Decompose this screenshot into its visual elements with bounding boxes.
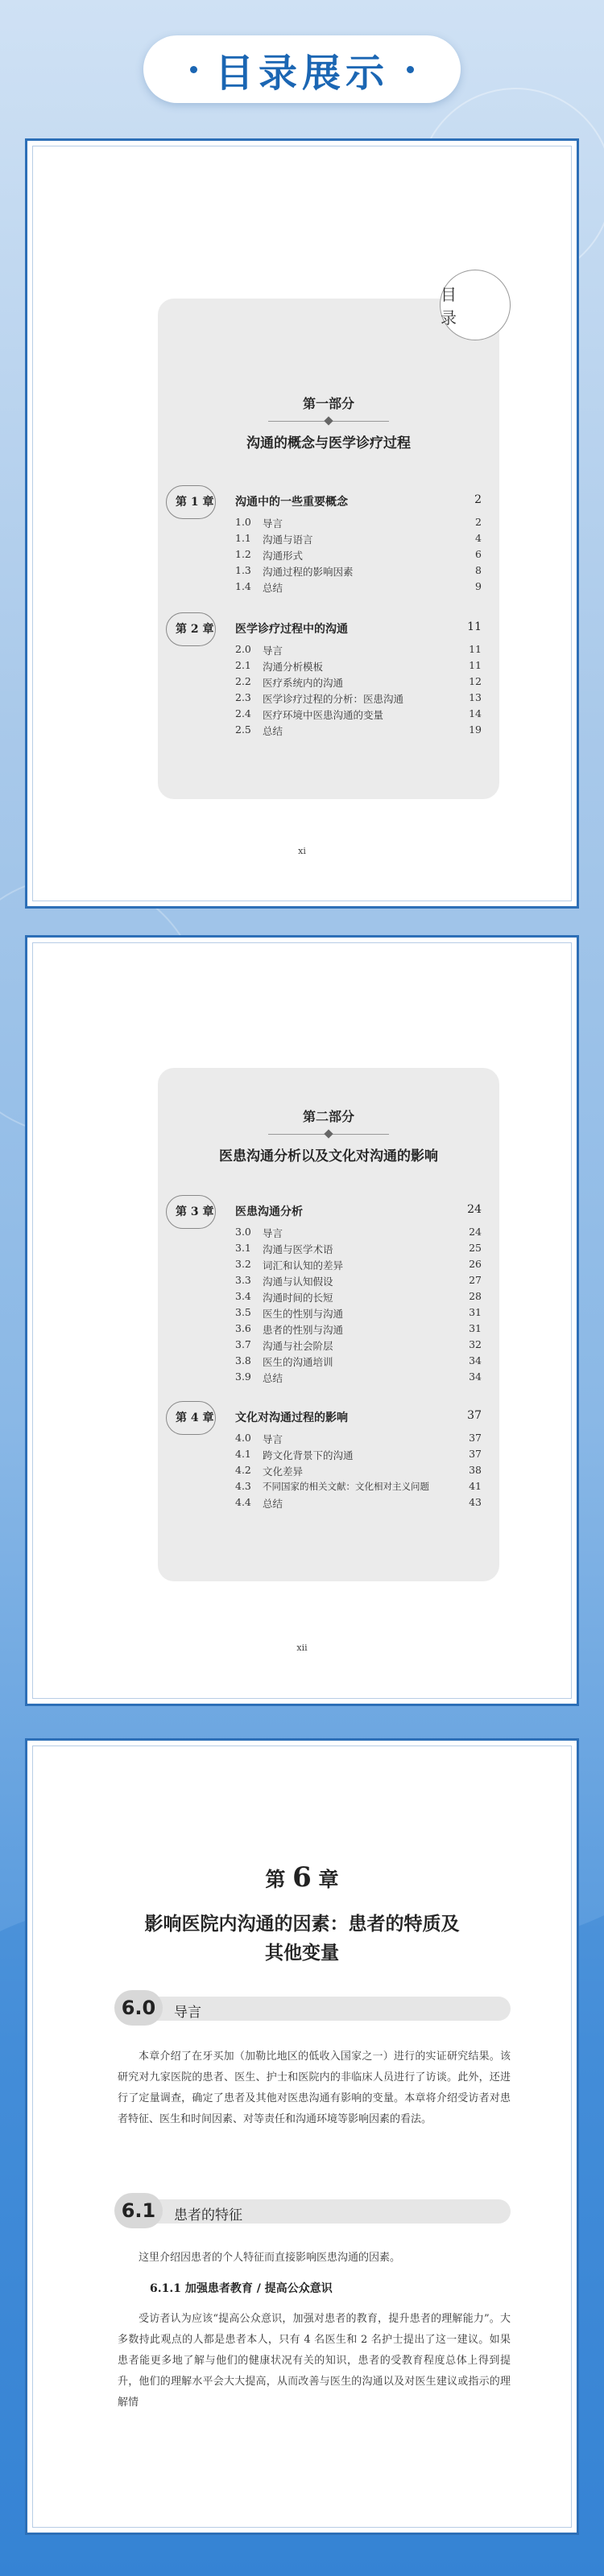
section-number: 4.3 [235, 1480, 251, 1492]
section-entry[interactable] [158, 514, 499, 530]
chapter-title-line-2: 其他变量 [265, 1942, 339, 1964]
section-title: 医疗系统内的沟通 [263, 677, 344, 689]
subsection-title: 6.1.1 加强患者教育 / 提高公众意识 [150, 2282, 333, 2295]
section-number: 1.2 [235, 548, 251, 560]
section-number: 2.1 [235, 659, 251, 671]
page-number: 8 [475, 564, 482, 576]
section-entry[interactable] [158, 657, 499, 674]
section-title: 患者的特征 [174, 2207, 242, 2224]
section-entry[interactable] [158, 563, 499, 579]
section-entry[interactable] [158, 1494, 499, 1511]
section-title: 文化差异 [263, 1465, 304, 1478]
section-entry[interactable] [158, 690, 499, 706]
page-number: 13 [469, 691, 482, 703]
chapter-block [158, 490, 499, 595]
section-entry[interactable] [158, 641, 499, 657]
page-number: 24 [467, 1203, 482, 1216]
chapter-number: 第 1 章 [176, 496, 214, 509]
page-number: 4 [475, 532, 482, 544]
page-number: 9 [475, 580, 482, 592]
section-title: 沟通与社会阶层 [263, 1340, 333, 1352]
section-title: 总结 [263, 1498, 283, 1510]
section-title: 导言 [263, 1227, 283, 1239]
page-number: 37 [469, 1448, 482, 1460]
section-entry[interactable] [158, 530, 499, 546]
section-entry[interactable] [158, 1353, 499, 1369]
section-title: 总结 [263, 1372, 283, 1384]
page-number: 38 [469, 1464, 482, 1476]
section-title: 患者的性别与沟通 [263, 1324, 344, 1336]
section-number: 4.1 [235, 1448, 251, 1460]
section-number: 3.4 [235, 1290, 251, 1302]
page-number: 34 [469, 1354, 482, 1366]
chapter-suffix: 章 [318, 1868, 339, 1891]
part-title: 沟通的概念与医学诊疗过程 [246, 435, 411, 451]
chapter-entry[interactable] [158, 1406, 499, 1430]
section-title: 医生的性别与沟通 [263, 1308, 344, 1320]
chapter-heading [27, 1861, 577, 1894]
part-label: 第二部分 [302, 1109, 354, 1124]
section-number: 3.1 [235, 1242, 251, 1254]
section-number: 3.2 [235, 1258, 251, 1270]
page-folio: xii [296, 1642, 308, 1653]
section-entry[interactable] [158, 1462, 499, 1478]
page-number: 32 [469, 1338, 482, 1350]
section-entry[interactable] [158, 546, 499, 563]
section-title: 沟通过程的影响因素 [263, 566, 354, 578]
page-number: 41 [469, 1480, 482, 1492]
section-entry[interactable] [158, 1430, 499, 1446]
chapter-title [27, 1910, 577, 1968]
section-number: 3.8 [235, 1354, 251, 1366]
section-entry[interactable] [158, 579, 499, 595]
chapter-number: 第 4 章 [176, 1412, 214, 1424]
section-heading-bar [118, 2199, 511, 2224]
section-entry[interactable] [158, 1369, 499, 1385]
section-entry[interactable] [158, 1478, 499, 1494]
body-paragraph: 本章介绍了在牙买加（加勒比地区的低收入国家之一）进行的实证研究结果。该研究对九家医院的患者、医生、护士和医院内的非临床人员进行了访谈。此外，还进行了定量调查，确定了患者及其他对医患沟通有影响的变量。本章将介绍受访者对患者特征、医生和时间因素、对等责任和沟通环境等影响因素的看法。 [118, 2050, 511, 2125]
page-number: 43 [469, 1496, 482, 1508]
page-number: 2 [475, 516, 482, 528]
body-paragraph: 这里介绍因患者的个人特征而直接影响医患沟通的因素。 [139, 2252, 401, 2264]
page-number: 34 [469, 1370, 482, 1383]
chapter-number: 6 [292, 1861, 312, 1894]
page-number: 24 [469, 1226, 482, 1238]
section-number: 4.4 [235, 1496, 251, 1508]
section-entry[interactable] [158, 1446, 499, 1462]
bullet-dot-right [407, 66, 414, 73]
section-entry[interactable] [158, 1256, 499, 1272]
page-number: 12 [469, 675, 482, 687]
section-number: 2.4 [235, 707, 251, 719]
chapter-title: 沟通中的一些重要概念 [235, 496, 348, 509]
section-heading-bar [118, 1997, 511, 2021]
page-number: 27 [469, 1274, 482, 1286]
section-number: 3.3 [235, 1274, 251, 1286]
toc-panel [158, 1068, 499, 1581]
section-title: 跨文化背景下的沟通 [263, 1449, 354, 1461]
chapter-title: 文化对沟通过程的影响 [235, 1412, 348, 1424]
section-title: 导言 [263, 645, 283, 657]
chapter-title: 医学诊疗过程中的沟通 [235, 623, 348, 636]
section-title: 医疗环境中医患沟通的变量 [263, 709, 384, 721]
section-number: 3.9 [235, 1370, 251, 1383]
chapter-entry[interactable] [158, 617, 499, 641]
page-number: 26 [469, 1258, 482, 1270]
section-entry[interactable] [158, 1321, 499, 1337]
section-title: 总结 [263, 725, 283, 737]
section-title: 医学诊疗过程的分析：医患沟通 [263, 693, 404, 705]
page-number: 28 [469, 1290, 482, 1302]
page-number: 31 [469, 1306, 482, 1318]
toc-stamp: 目 录 [440, 270, 511, 340]
page-number: 6 [475, 548, 482, 560]
section-title: 导言 [263, 517, 283, 530]
section-entry[interactable] [158, 722, 499, 738]
section-title: 不同国家的相关文献：文化相对主义问题 [263, 1481, 429, 1492]
divider [268, 417, 389, 427]
page-number: 25 [469, 1242, 482, 1254]
chapter-title: 医患沟通分析 [235, 1206, 303, 1218]
section-entry[interactable] [158, 1304, 499, 1321]
chapter-prefix: 第 [265, 1868, 286, 1891]
section-number: 2.5 [235, 723, 251, 736]
section-entry[interactable] [158, 1240, 499, 1256]
chapter-block [158, 1200, 499, 1385]
toc-panel [158, 285, 499, 799]
section-entry[interactable] [158, 1224, 499, 1240]
chapter-block [158, 1406, 499, 1511]
page-number: 19 [469, 723, 482, 736]
page-number: 31 [469, 1322, 482, 1334]
divider [268, 1130, 389, 1140]
chapter-page [25, 1738, 579, 2535]
chapter-number: 第 2 章 [176, 623, 214, 636]
page-number: 37 [469, 1432, 482, 1444]
bullet-dot-left [190, 66, 197, 73]
toc-page-2 [25, 935, 579, 1706]
section-title-banner [143, 35, 461, 103]
section-entry[interactable] [158, 674, 499, 690]
section-title: 沟通与医学术语 [263, 1243, 333, 1255]
section-number: 4.0 [235, 1432, 251, 1444]
section-title: 沟通与语言 [263, 534, 313, 546]
chapter-entry[interactable] [158, 490, 499, 514]
section-number: 1.1 [235, 532, 251, 544]
section-entry[interactable] [158, 1272, 499, 1288]
page-number: 2 [474, 493, 482, 506]
section-number: 1.4 [235, 580, 251, 592]
section-number: 3.7 [235, 1338, 251, 1350]
page-number: 14 [469, 707, 482, 719]
section-number: 1.0 [235, 516, 251, 528]
section-title: 沟通与认知假设 [263, 1276, 333, 1288]
section-title: 导言 [174, 2005, 201, 2021]
section-title: 沟通时间的长短 [263, 1292, 333, 1304]
section-number: 3.0 [235, 1226, 251, 1238]
page-folio: xi [298, 846, 306, 856]
section-title: 导言 [263, 1433, 283, 1445]
section-number: 2.3 [235, 691, 251, 703]
section-number: 6.0 [114, 1990, 163, 2026]
chapter-entry[interactable] [158, 1200, 499, 1224]
chapter-title-line-1: 影响医院内沟通的因素：患者的特质及 [144, 1913, 460, 1935]
section-number: 1.3 [235, 564, 251, 576]
banner-title: 目录展示 [214, 50, 389, 96]
page-number: 11 [469, 643, 482, 655]
section-number: 2.0 [235, 643, 251, 655]
section-number: 4.2 [235, 1464, 251, 1476]
section-entry[interactable] [158, 706, 499, 722]
page-number: 11 [467, 620, 482, 633]
section-title: 医生的沟通培训 [263, 1356, 333, 1368]
section-title: 沟通形式 [263, 550, 304, 562]
part-label: 第一部分 [302, 396, 354, 411]
section-number: 3.6 [235, 1322, 251, 1334]
part-title: 医患沟通分析以及文化对沟通的影响 [219, 1148, 438, 1164]
section-number: 6.1 [114, 2193, 163, 2228]
toc-page-1 [25, 138, 579, 909]
section-title: 词汇和认知的差异 [263, 1259, 344, 1272]
page-number: 37 [467, 1409, 482, 1422]
body-paragraph: 受访者认为应该“提高公众意识，加强对患者的教育，提升患者的理解能力”。大多数持此观点的人都是患者本人，只有 4 名医生和 2 名护士提出了这一建议。如果患者能更多地了解与他们的健康状况有关的知识，患者的受教育程度总体上得到提升，他们的理解水平会大大提高，从而改善与医生的沟通以及对医生建议或指示的理解情 [118, 2313, 511, 2409]
section-number: 2.2 [235, 675, 251, 687]
chapter-number: 第 3 章 [176, 1206, 214, 1218]
section-title: 沟通分析模板 [263, 661, 324, 673]
section-number: 3.5 [235, 1306, 251, 1318]
section-entry[interactable] [158, 1288, 499, 1304]
page-number: 11 [469, 659, 482, 671]
chapter-block [158, 617, 499, 738]
section-entry[interactable] [158, 1337, 499, 1353]
section-title: 总结 [263, 582, 283, 594]
